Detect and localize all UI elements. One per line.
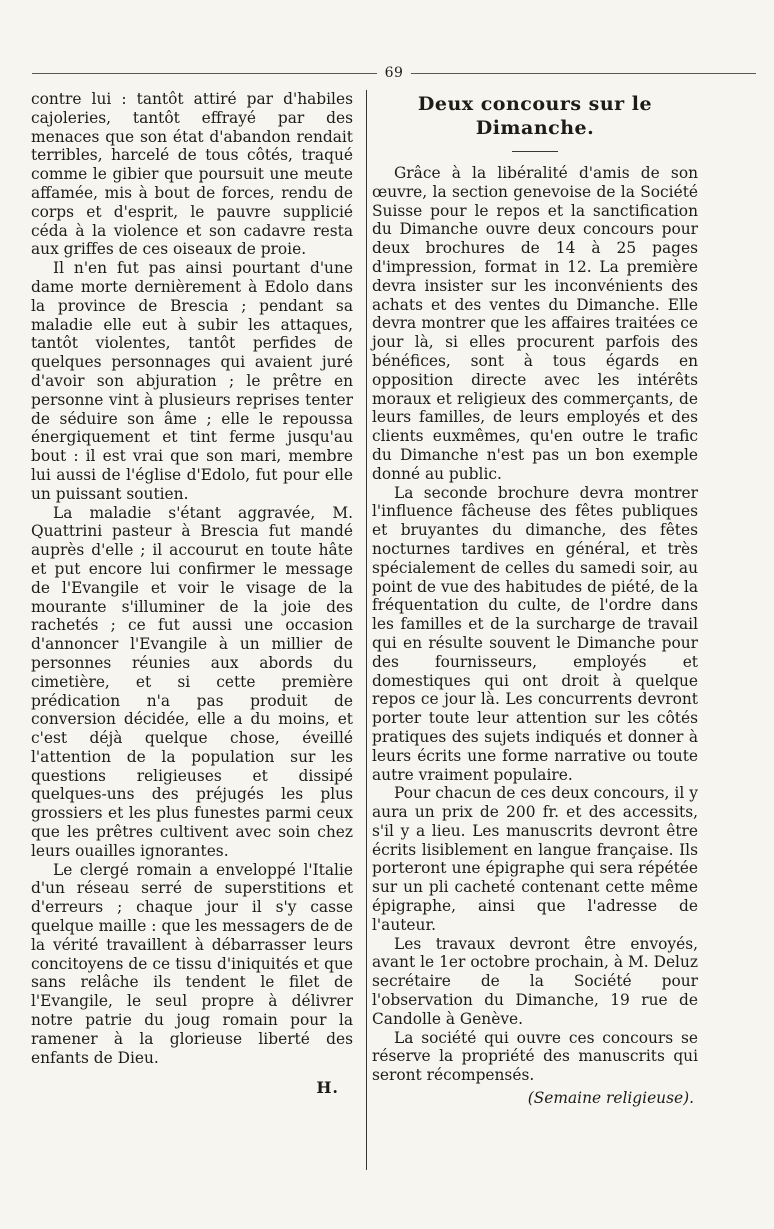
page-number: 69 — [384, 65, 404, 81]
right-paragraph-3: Pour chacun de ces deux concours, il y aura un prix de 200 fr. et des accessits, s'il y a lieu. Les manuscrits devront être écrits lisiblement en langue française. Ils porteront une épigraphe qui sera répétée sur un pli cacheté contenant cette même épigraphe, ainsi que l'adresse de l'auteur. — [372, 784, 698, 934]
title-rule — [512, 151, 558, 152]
left-paragraph-2: Il n'en fut pas ainsi pourtant d'une dame morte dernièrement à Edolo dans la province de Brescia ; pendant sa maladie elle eut à subir les attaques, tantôt violentes, tantôt perfides de quelques personnages qui avaient juré d'avoir son abjuration ; le prêtre en personne vint à plusieurs reprises tenter de séduire son âme ; elle le repoussa énergiquement et tint ferme jusqu'au bout : il est vrai que son mari, membre lui aussi de l'église d'Edolo, fut pour elle un puissant soutien. — [31, 259, 353, 503]
left-column — [31, 90, 353, 1098]
column-divider — [366, 90, 367, 1170]
right-paragraph-1: Grâce à la libéralité d'amis de son œuvre, la section genevoise de la Société Suisse pour le repos et la sanctification du Dimanche ouvre deux concours pour deux brochures de 14 à 25 pages d'impression, format in 12. La première devra insister sur les inconvénients des achats et des ventes du Dimanche. Elle devra montrer que les affaires traitées ce jour là, si elles procurent parfois des bénéfices, sont à tous égards en opposition directe avec les intérêts moraux et religieux des commerçants, de leurs familles, de leurs employés et des clients euxmêmes, qu'en outre le trafic du Dimanche n'est pas un bon exemple donné au public. — [372, 164, 698, 483]
right-paragraph-4: Les travaux devront être envoyés, avant le 1er octobre prochain, à M. Deluz secrétaire de la Société pour l'observation du Dimanche, 19 rue de Candolle à Genève. — [372, 934, 698, 1028]
author-signature: H. — [316, 1078, 339, 1098]
source-citation: (Semaine religieuse). — [527, 1089, 694, 1108]
left-paragraph-4: Le clergé romain a enveloppé l'Italie d'un réseau serré de superstitions et d'erreurs ; chaque jour il s'y casse quelque maille : que les messagers de de la vérité travaillent à débarrasser leurs concitoyens de ce tissu d'iniquités et que sans relâche ils tendent le filet de l'Evangile, le seul propre à délivrer notre patrie du joug romain pour la ramener à la glorieuse liberté des enfants de Dieu. — [31, 860, 353, 1067]
right-column — [372, 90, 698, 1108]
right-paragraph-2: La seconde brochure devra montrer l'influence fâcheuse des fêtes publiques et bruyantes du dimanche, des fêtes nocturnes tardives en général, et très spécialement de celles du samedi soir, au point de vue des habitudes de piété, de la fréquentation du culte, de l'ordre dans les familles et de la surcharge de travail qui en résulte souvent le Dimanche pour des fournisseurs, employés et domestiques qui ont droit à quelque repos ce jour là. Les concurrents devront porter toute leur attention sur les côtés pratiques des sujets indiqués et donner à leurs écrits une forme narrative ou toute autre vraiment populaire. — [372, 483, 698, 784]
page-header — [32, 64, 756, 82]
header-rule-left — [32, 73, 377, 74]
left-paragraph-3: La maladie s'étant aggravée, M. Quattrini pasteur à Brescia fut mandé auprès d'elle ; il accourut en toute hâte et put encore lui confirmer le message de l'Evangile et voir le visage de la mourante s'illuminer de la joie des rachetés ; ce fut aussi une occasion d'annoncer l'Evangile à un millier de personnes réunies aux abords du cimetière, et si cette première prédication n'a pas produit de conversion décidée, elle a du moins, et c'est déjà quelque chose, éveillé l'attention de la population sur les questions religieuses et dissipé quelques-uns des préjugés les plus grossiers et les plus funestes parmi ceux que les prêtres cultivent avec soin chez leurs ouailles ignorantes. — [31, 503, 353, 860]
left-paragraph-1: contre lui : tantôt attiré par d'habiles cajoleries, tantôt effrayé par des menaces que son état d'abandon rendait terribles, harcelé de tous côtés, traqué comme le gibier que poursuit une meute affamée, mis à bout de forces, rendu de corps et d'esprit, le pauvre supplicié céda à la violence et son cadavre resta aux griffes de ces oiseaux de proie. — [31, 90, 353, 259]
right-paragraph-5: La société qui ouvre ces concours se réserve la propriété des manuscrits qui seront récompensés. — [372, 1028, 698, 1085]
header-rule-right — [411, 73, 756, 74]
article-title: Deux concours sur le Dimanche. — [417, 93, 653, 139]
